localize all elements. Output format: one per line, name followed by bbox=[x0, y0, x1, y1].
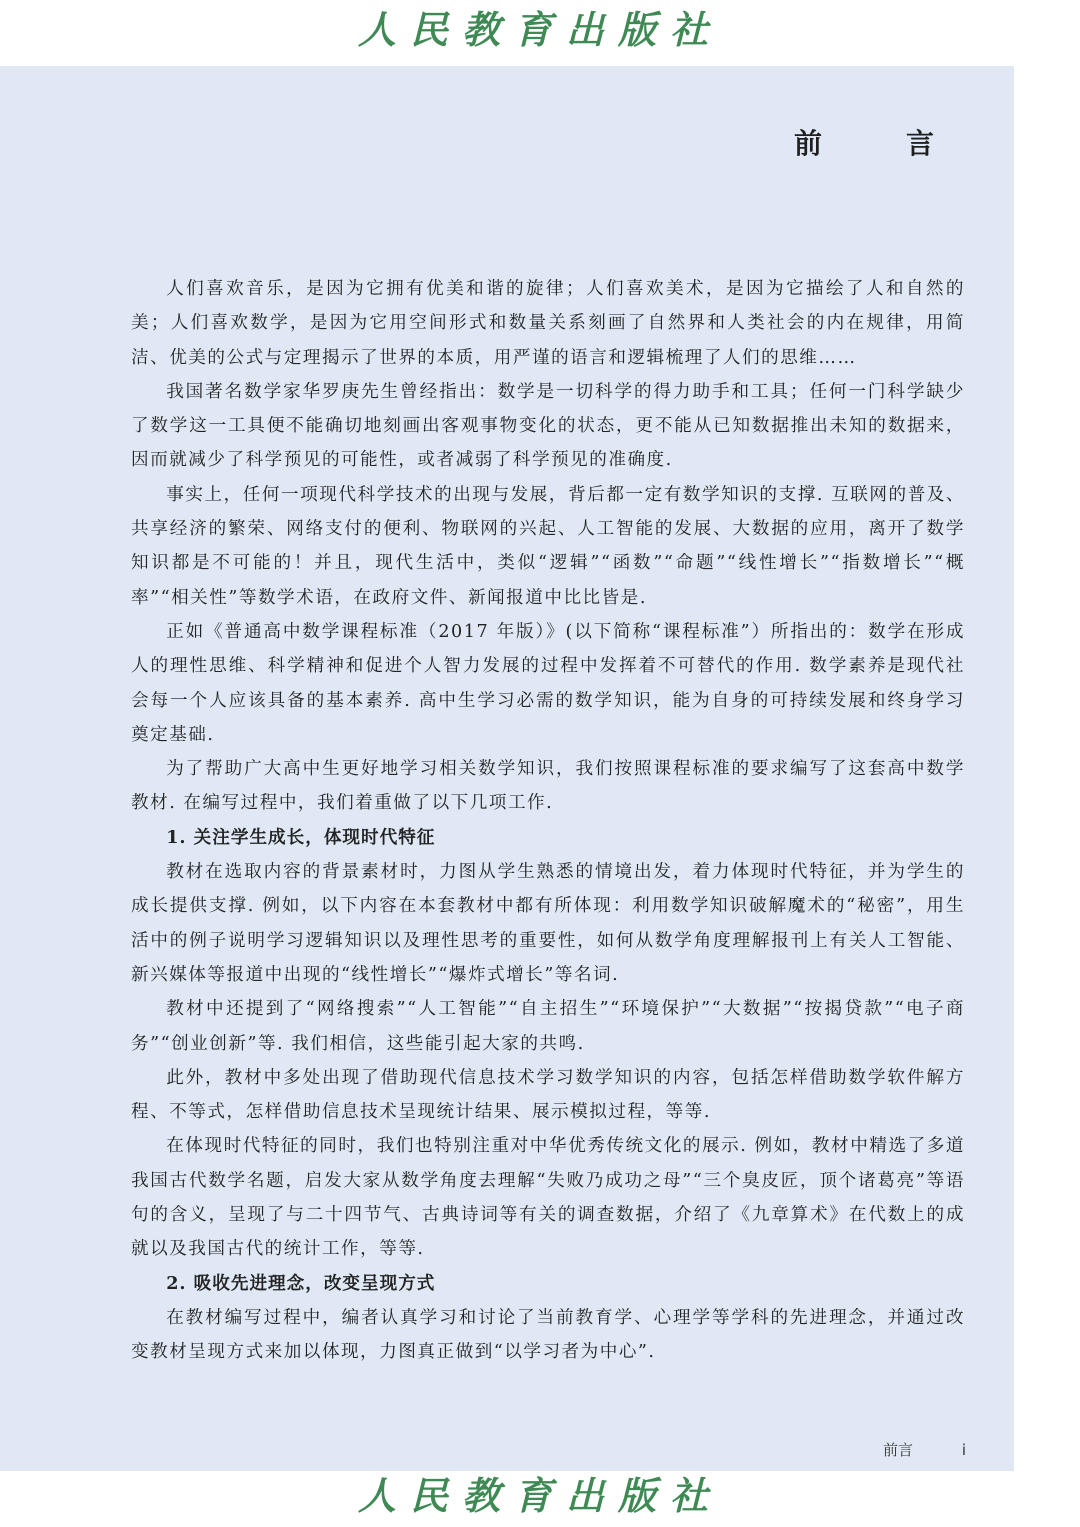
page-number: i bbox=[961, 1441, 966, 1459]
page-title: 前 言 bbox=[793, 127, 962, 160]
document-page bbox=[0, 66, 1014, 1471]
body-text bbox=[131, 272, 965, 1370]
paragraph: 在教材编写过程中，编者认真学习和讨论了当前教育学、心理学等学科的先进理念，并通过改变教材呈现方式来加以体现，力图真正做到“以学习者为中心”. bbox=[131, 1307, 965, 1363]
paragraph: 正如《普通高中数学课程标准（2017 年版）》(以下简称“课程标准”）所指出的：数学在形成人的理性思维、科学精神和促进个人智力发展的过程中发挥着不可替代的作用. 数学素养是现代社会每一个人应该具备的基本素养. 高中生学习必需的数学知识，能为自身的可持续发展和终身学习奠定基础. bbox=[131, 621, 965, 745]
section-heading: 2. 吸收先进理念，改变呈现方式 bbox=[166, 1272, 436, 1294]
publisher-logo-top: 人民教育出版社 bbox=[357, 7, 722, 52]
paragraph: 教材中还提到了“网络搜索”“人工智能”“自主招生”“环境保护”“大数据”“按揭贷款”“电子商务”“创业创新”等. 我们相信，这些能引起大家的共鸣. bbox=[131, 999, 965, 1054]
paragraph: 人们喜欢音乐，是因为它拥有优美和谐的旋律；人们喜欢美术，是因为它描绘了人和自然的美；人们喜欢数学，是因为它用空间形式和数量关系刻画了自然界和人类社会的内在规律，用简洁、优美的公式与定理揭示了世界的本质，用严谨的语言和逻辑梳理了人们的思维…… bbox=[131, 279, 965, 368]
paragraph: 我国著名数学家华罗庚先生曾经指出：数学是一切科学的得力助手和工具；任何一门科学缺少了数学这一工具便不能确切地刻画出客观事物变化的状态，更不能从已知数据推出未知的数据来，因而就减少了科学预见的可能性，或者减弱了科学预见的准确度. bbox=[131, 381, 965, 471]
footer-label: 前言 bbox=[883, 1441, 914, 1459]
section-heading: 1. 关注学生成长，体现时代特征 bbox=[166, 826, 436, 848]
paragraph: 为了帮助广大高中生更好地学习相关数学知识，我们按照课程标准的要求编写了这套高中数学教材. 在编写过程中，我们着重做了以下几项工作. bbox=[131, 759, 965, 814]
paragraph: 事实上，任何一项现代科学技术的出现与发展，背后都一定有数学知识的支撑. 互联网的普及、共享经济的繁荣、网络支付的便利、物联网的兴起、人工智能的发展、大数据的应用，离开了数学知识都是不可能的！并且，现代生活中，类似“逻辑”“函数”“命题”“线性增长”“指数增长”“概率”“相关性”等数学术语，在政府文件、新闻报道中比比皆是. bbox=[131, 484, 965, 608]
publisher-logo-bottom: 人民教育出版社 bbox=[357, 1473, 722, 1518]
paragraph: 此外，教材中多处出现了借助现代信息技术学习数学知识的内容，包括怎样借助数学软件解方程、不等式，怎样借助信息技术呈现统计结果、展示模拟过程，等等. bbox=[131, 1067, 965, 1123]
page-footer bbox=[883, 1439, 966, 1460]
paragraph: 教材在选取内容的背景素材时，力图从学生熟悉的情境出发，着力体现时代特征，并为学生的成长提供支撑. 例如，以下内容在本套教材中都有所体现：利用数学知识破解魔术的“秘密”，用生活中的例子说明学习逻辑知识以及理性思考的重要性，如何从数学角度理解报刊上有关人工智能、新兴媒体等报道中出现的“线性增长”“爆炸式增长”等名词. bbox=[131, 862, 965, 985]
paragraph: 在体现时代特征的同时，我们也特别注重对中华优秀传统文化的展示. 例如，教材中精选了多道我国古代数学名题，启发大家从数学角度去理解“失败乃成功之母”“三个臭皮匠，顶个诸葛亮”等语句的含义，呈现了与二十四节气、古典诗词等有关的调查数据，介绍了《九章算术》在代数上的成就以及我国古代的统计工作，等等. bbox=[131, 1136, 965, 1260]
